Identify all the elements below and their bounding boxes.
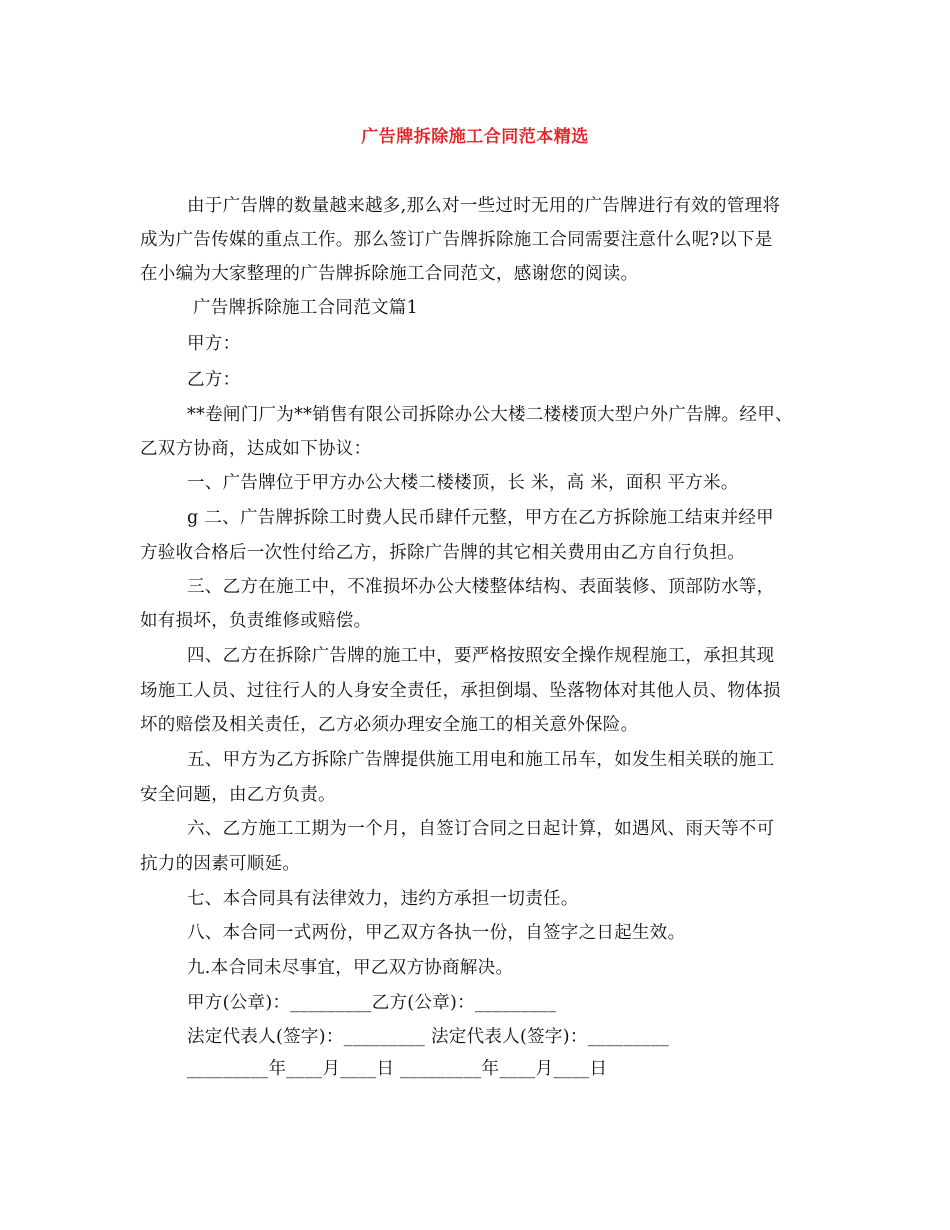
clause-5-line-1: 五、甲方为乙方拆除广告牌提供施工用电和施工吊车，如发生相关联的施工 <box>187 750 775 770</box>
signature-date-line: _________年____月____日 _________年____月____日 <box>187 1059 608 1079</box>
clause-3-line-1: 三、乙方在施工中，不准损坏办公大楼整体结构、表面装修、顶部防水等， <box>187 577 775 597</box>
clause-9: 九.本合同未尽事宜，甲乙双方协商解决。 <box>187 958 514 978</box>
paragraph-line-1: 由于广告牌的数量越来越多,那么对一些过时无用的广告牌进行有效的管理将 <box>187 196 781 216</box>
clause-5-line-2: 安全问题，由乙方负责。 <box>140 785 336 805</box>
clause-2-line-2: 方验收合格后一次性付给乙方，拆除广告牌的其它相关费用由乙方自行负担。 <box>140 543 746 563</box>
clause-3-line-2: 如有损坏，负责维修或赔偿。 <box>140 611 372 631</box>
signature-representative-line: 法定代表人(签字)：_________ 法定代表人(签字)：_________ <box>187 1027 670 1047</box>
clause-2-line-1: g 二、广告牌拆除工时费人民币肆仟元整，甲方在乙方拆除施工结束并经甲 <box>187 508 774 528</box>
clause-6-line-2: 抗力的因素可顺延。 <box>140 854 301 874</box>
clause-1: 一、广告牌位于甲方办公大楼二楼楼顶，长 米，高 米，面积 平方米。 <box>187 473 739 493</box>
paragraph-line-7: **卷闸门厂为**销售有限公司拆除办公大楼二楼楼顶大型户外广告牌。经甲、 <box>187 405 793 425</box>
paragraph-line-3: 在小编为大家整理的广告牌拆除施工合同范文，感谢您的阅读。 <box>140 264 639 284</box>
section-heading: 广告牌拆除施工合同范文篇1 <box>193 298 419 318</box>
clause-6-line-1: 六、乙方施工工期为一个月，自签订合同之日起计算，如遇风、雨天等不可 <box>187 819 775 839</box>
document-title: 广告牌拆除施工合同范本精选 <box>361 127 589 147</box>
clause-8: 八、本合同一式两份，甲乙双方各执一份，自签字之日起生效。 <box>187 923 686 943</box>
clause-7: 七、本合同具有法律效力，违约方承担一切责任。 <box>187 889 579 909</box>
paragraph-line-8: 乙双方协商，达成如下协议： <box>140 439 372 459</box>
clause-4-line-2: 场施工人员、过往行人的人身安全责任，承担倒塌、坠落物体对其他人员、物体损 <box>140 681 781 701</box>
party-b-label: 乙方： <box>187 370 241 390</box>
signature-seal-line: 甲方(公章)：_________乙方(公章)：_________ <box>187 993 557 1013</box>
paragraph-line-2: 成为广告传媒的重点工作。那么签订广告牌拆除施工合同需要注意什么呢?以下是 <box>140 230 773 250</box>
clause-4-line-1: 四、乙方在拆除广告牌的施工中，要严格按照安全操作规程施工，承担其现 <box>187 646 775 666</box>
party-a-label: 甲方： <box>187 334 241 354</box>
clause-4-line-3: 坏的赔偿及相关责任，乙方必须办理安全施工的相关意外保险。 <box>140 715 639 735</box>
